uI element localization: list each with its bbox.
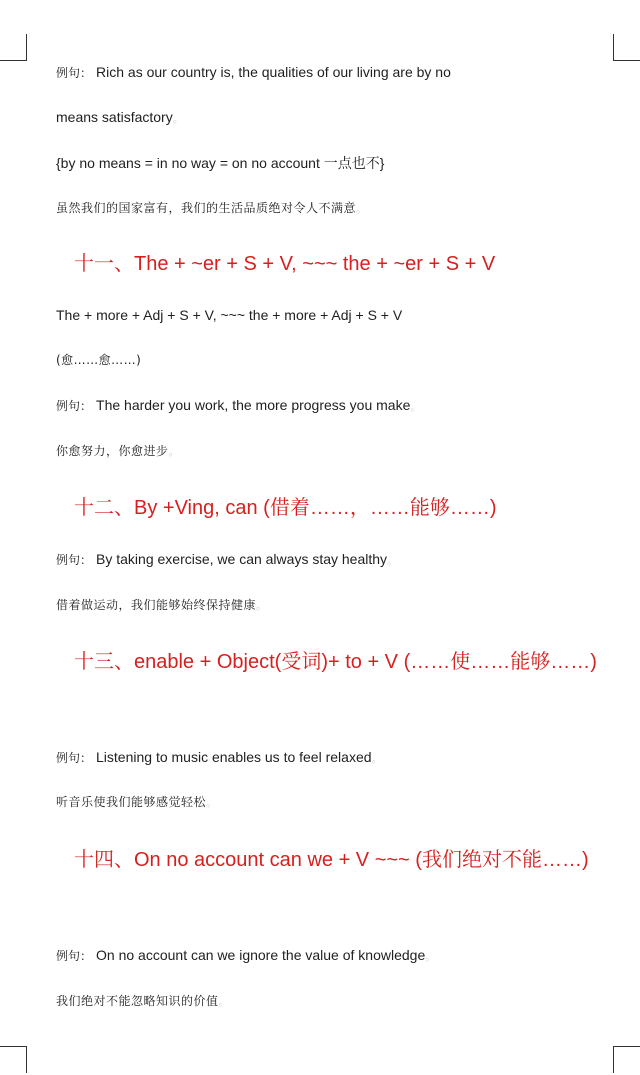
example-label: 例句： [56, 399, 93, 413]
crop-mark-bottom-left [0, 1046, 27, 1073]
example-sentence-1 [56, 64, 600, 81]
example-label: 例句： [56, 751, 93, 765]
period-mark: 。 [218, 995, 231, 1008]
heading-text: 十四、On no account can we + V ~~~ (我们绝对不能……) [74, 849, 589, 871]
synonym-note: {by no means = in no way = on no account 一点也不} [56, 155, 385, 171]
heading-text: 十一、The + ~er + S + V, ~~~ the + ~er + S + V [74, 253, 496, 275]
section-heading-13 [30, 641, 600, 683]
example-label: 例句： [56, 553, 93, 567]
crop-mark-bottom-right [613, 1046, 640, 1073]
section-heading-12 [30, 487, 600, 529]
section-heading-11 [30, 243, 600, 285]
example-chinese-1 [56, 199, 600, 216]
example-chinese-3 [56, 596, 600, 613]
example-english: Listening to music enables us to feel relaxed [96, 749, 372, 765]
chinese-translation: 虽然我们的国家富有，我们的生活品质绝对令人不满意 [56, 201, 357, 215]
crop-mark-top-left [0, 34, 27, 61]
chinese-translation: 借着做运动，我们能够始终保持健康 [56, 598, 257, 612]
heading-text: 十二、By +Ving, can (借着……，……能够……) [74, 497, 497, 519]
formula-line: The + more + Adj + S + V, ~~~ the + more + Adj + S + V [56, 307, 403, 323]
example-english: The harder you work, the more progress you make [96, 397, 411, 413]
example-chinese-4 [56, 793, 600, 810]
period-mark: 。 [410, 401, 422, 413]
example-english: By taking exercise, we can always stay healthy [96, 551, 388, 567]
chinese-translation: 我们绝对不能忽略知识的价值 [56, 994, 219, 1008]
example-chinese-5 [56, 992, 600, 1009]
period-mark: 。 [387, 555, 399, 567]
example-sentence-5 [56, 947, 600, 964]
period-mark: 。 [206, 796, 218, 809]
period-mark: 。 [425, 951, 437, 963]
example-label: 例句： [56, 949, 93, 963]
example-sentence-2 [56, 397, 600, 414]
chinese-translation: 听音乐使我们能够感觉轻松 [56, 795, 207, 809]
period-mark: 。 [172, 113, 184, 125]
chinese-translation: 你愈努力，你愈进步 [56, 444, 169, 458]
example-english-line-1: Rich as our country is, the qualities of our living are by no [96, 64, 451, 80]
period-mark: 。 [371, 753, 383, 765]
heading-text: 十三、enable + Object(受词)+ to + V (……使……能够……) [74, 651, 597, 673]
section-heading-14 [30, 839, 600, 881]
example-label: 例句： [56, 66, 93, 80]
example-english: On no account can we ignore the value of knowledge [96, 947, 426, 963]
example-sentence-1-cont [56, 109, 600, 126]
period-mark: 。 [356, 202, 368, 215]
period-mark: 。 [256, 599, 268, 612]
example-sentence-4 [56, 749, 600, 766]
crop-mark-top-right [613, 34, 640, 61]
period-mark: 。 [168, 445, 181, 458]
example-english-line-2: means satisfactory [56, 109, 173, 125]
example-sentence-3 [56, 551, 600, 568]
example-chinese-2 [56, 442, 600, 459]
formula-meaning: (愈……愈……) [56, 353, 142, 367]
